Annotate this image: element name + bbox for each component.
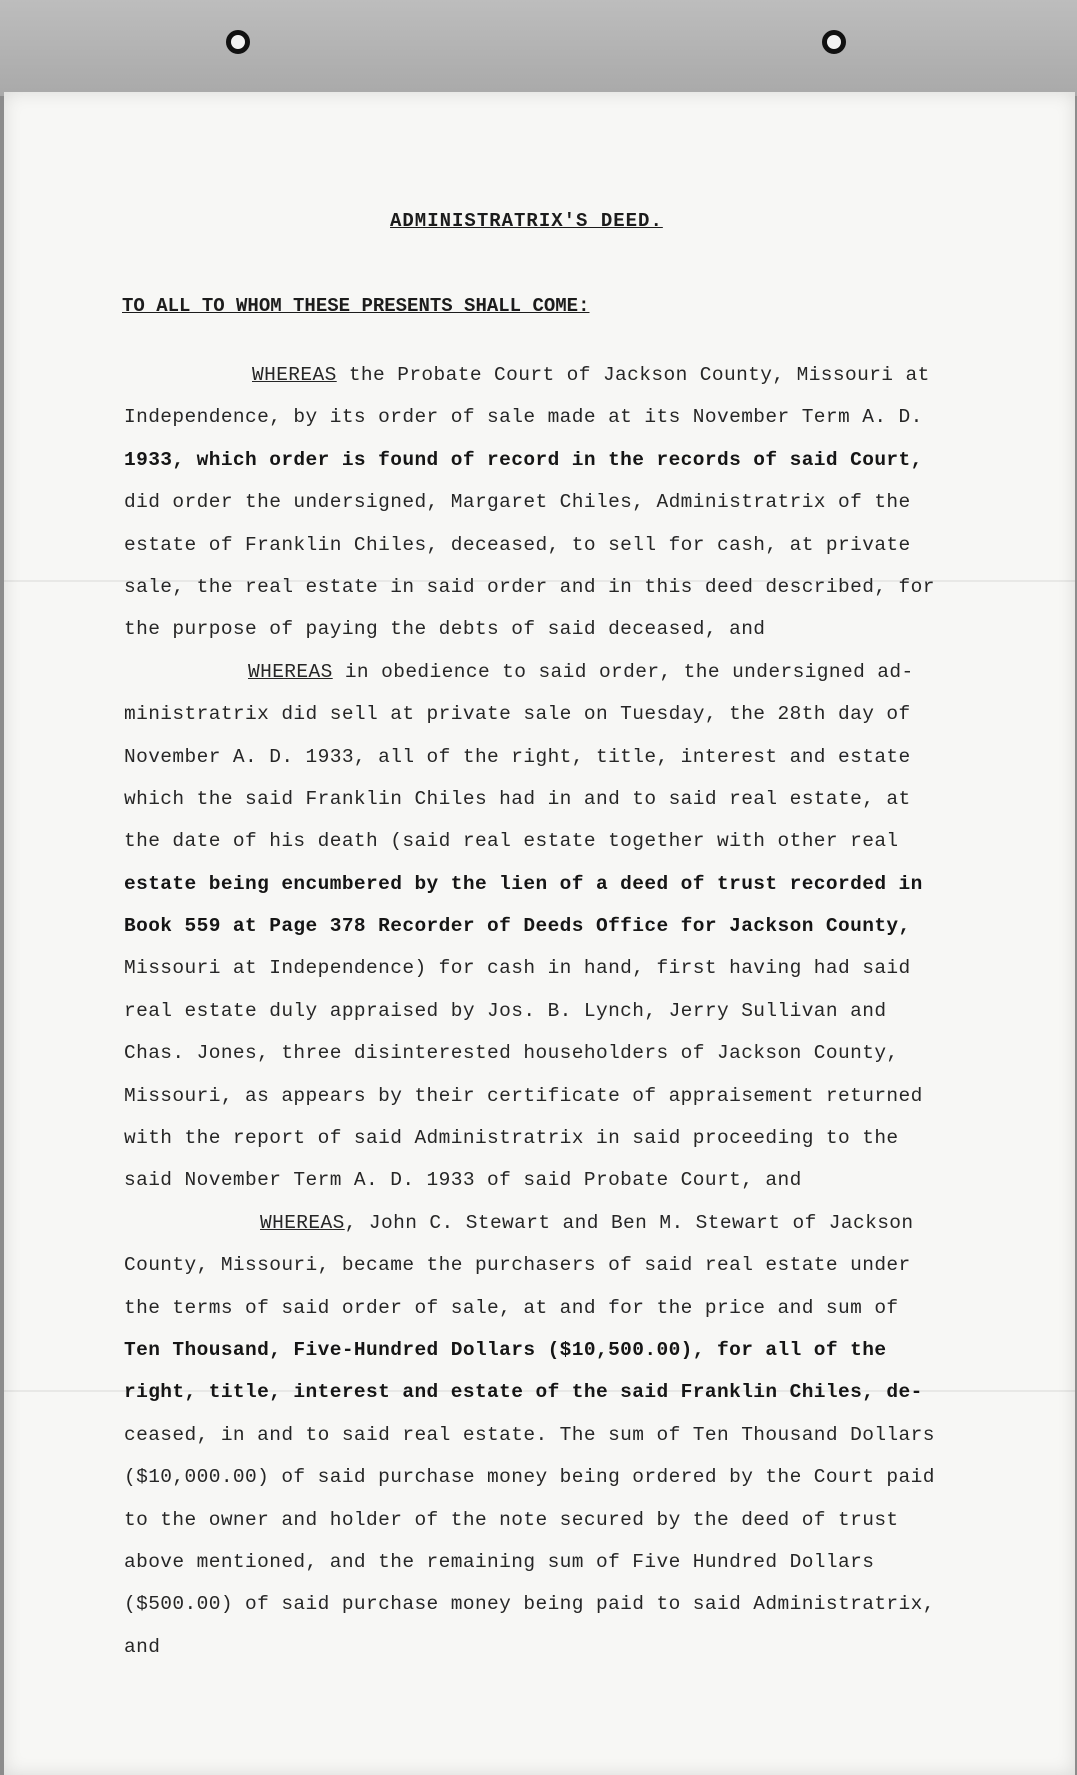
line-text: the purpose of paying the debts of said deceased, and: [124, 618, 766, 641]
line-text: Independence, by its order of sale made at its November Term A. D.: [124, 406, 923, 429]
line-text: which the said Franklin Chiles had in and to said real estate, at: [124, 787, 911, 810]
deed-text-line: [124, 947, 1024, 989]
deed-text-line: [124, 863, 1024, 905]
deed-body: [124, 354, 1024, 1668]
whereas-heading: WHEREAS: [252, 364, 337, 386]
document-title: ADMINISTRATRIX'S DEED.: [390, 210, 663, 232]
deed-text-line: [124, 651, 1024, 693]
line-text: estate of Franklin Chiles, deceased, to sell for cash, at private: [124, 533, 911, 556]
line-text: 1933, which order is found of record in the records of said Court,: [124, 448, 923, 471]
deed-text-line: [124, 1626, 1024, 1668]
deed-text-line: [124, 1329, 1024, 1371]
line-text: County, Missouri, became the purchasers of said real estate under: [124, 1254, 911, 1277]
line-text: estate being encumbered by the lien of a deed of trust recorded in: [124, 872, 923, 895]
deed-text-line: [124, 608, 1024, 650]
line-text: did order the undersigned, Margaret Chiles, Administratrix of the: [124, 491, 911, 514]
deed-text-line: [124, 566, 1024, 608]
whereas-heading: WHEREAS: [248, 660, 333, 683]
deed-text-line: [124, 354, 1024, 396]
deed-text-line: [124, 1541, 1024, 1583]
line-text: above mentioned, and the remaining sum of Five Hundred Dollars: [124, 1550, 875, 1573]
deed-text-line: [124, 1159, 1024, 1201]
binder-grommet-left: [226, 30, 250, 54]
deed-text-line: [124, 1371, 1024, 1413]
whereas-heading: WHEREAS: [260, 1211, 345, 1234]
line-text: ministratrix did sell at private sale on Tuesday, the 28th day of: [124, 703, 911, 726]
line-text: Missouri at Independence) for cash in hand, first having had said: [124, 957, 911, 980]
line-text: November A. D. 1933, all of the right, title, interest and estate: [124, 745, 911, 768]
line-text: ceased, in and to said real estate. The sum of Ten Thousand Dollars: [124, 1423, 935, 1446]
line-text: sale, the real estate in said order and in this deed described, for: [124, 575, 935, 598]
line-text: Ten Thousand, Five-Hundred Dollars ($10,500.00), for all of the: [124, 1338, 887, 1361]
deed-text-line: [124, 778, 1024, 820]
document-page: [4, 92, 1075, 1775]
deed-text-line: [124, 1244, 1024, 1286]
line-text: Book 559 at Page 378 Recorder of Deeds Office for Jackson County,: [124, 915, 911, 938]
binder-backing: [0, 0, 1077, 96]
line-text: Chas. Jones, three disinterested householders of Jackson County,: [124, 1042, 899, 1065]
line-text: right, title, interest and estate of the said Franklin Chiles, de-: [124, 1381, 923, 1404]
line-text: the date of his death (said real estate together with other real: [124, 830, 899, 853]
line-text: in obedience to said order, the undersigned ad-: [332, 660, 914, 683]
deed-text-line: [124, 1499, 1024, 1541]
deed-text-line: [124, 1202, 1024, 1244]
deed-text-line: [124, 1075, 1024, 1117]
line-text: ($500.00) of said purchase money being paid to said Administratrix,: [124, 1593, 935, 1616]
line-text: Missouri, as appears by their certificate of appraisement returned: [124, 1084, 923, 1107]
deed-text-line: [124, 1032, 1024, 1074]
deed-text-line: [124, 1456, 1024, 1498]
deed-text-line: [124, 396, 1024, 438]
deed-text-line: [124, 439, 1024, 481]
line-text: to the owner and holder of the note secured by the deed of trust: [124, 1508, 899, 1531]
deed-text-line: [124, 1583, 1024, 1625]
deed-text-line: [124, 990, 1024, 1032]
deed-text-line: [124, 481, 1024, 523]
line-text: the terms of said order of sale, at and for the price and sum of: [124, 1296, 899, 1319]
deed-text-line: [124, 1287, 1024, 1329]
deed-text-line: [124, 736, 1024, 778]
line-text: real estate duly appraised by Jos. B. Lynch, Jerry Sullivan and: [124, 999, 887, 1022]
line-text: , John C. Stewart and Ben M. Stewart of Jackson: [344, 1211, 914, 1234]
line-text: with the report of said Administratrix in said proceeding to the: [124, 1127, 899, 1150]
line-text: ($10,000.00) of said purchase money being ordered by the Court paid: [124, 1466, 935, 1489]
deed-text-line: [124, 524, 1024, 566]
deed-text-line: [124, 1117, 1024, 1159]
salutation: TO ALL TO WHOM THESE PRESENTS SHALL COME:: [122, 295, 590, 317]
line-text: said November Term A. D. 1933 of said Probate Court, and: [124, 1169, 802, 1192]
line-text: and: [124, 1635, 161, 1658]
binder-grommet-right: [822, 30, 846, 54]
line-text: the Probate Court of Jackson County, Missouri at: [336, 364, 930, 386]
deed-text-line: [124, 1414, 1024, 1456]
deed-text-line: [124, 820, 1024, 862]
deed-text-line: [124, 905, 1024, 947]
deed-text-line: [124, 693, 1024, 735]
